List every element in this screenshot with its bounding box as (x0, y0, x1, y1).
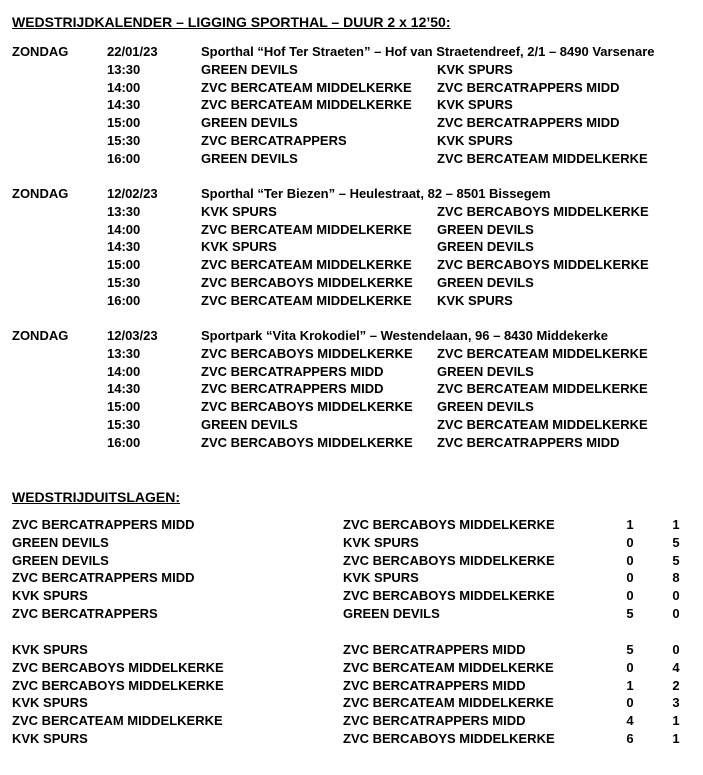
match-time: 14:30 (107, 97, 141, 113)
match-time: 15:00 (107, 399, 141, 415)
calendar-title: WEDSTRIJDKALENDER – LIGGING SPORTHAL – DUUR 2 x 12’50: (12, 14, 451, 30)
home-team: ZVC BERCATEAM MIDDELKERKE (201, 97, 412, 113)
match-date: 12/03/23 (107, 328, 158, 343)
home-team: GREEN DEVILS (201, 150, 298, 166)
result-home-team: ZVC BERCABOYS MIDDELKERKE (12, 677, 224, 693)
result-away-team: ZVC BERCABOYS MIDDELKERKE (343, 731, 555, 746)
match-time: 13:30 (107, 345, 141, 361)
match-time: 15:30 (107, 417, 141, 432)
score-home: 0 (626, 570, 634, 586)
away-team: GREEN DEVILS (437, 363, 534, 379)
venue: Sporthal “Ter Biezen” – Heulestraat, 82 – 8501 Bissegem (201, 186, 551, 201)
match-time: 15:30 (107, 275, 141, 290)
match-time: 15:00 (107, 115, 141, 131)
home-team: ZVC BERCATEAM MIDDELKERKE (201, 292, 412, 308)
result-away-team: ZVC BERCABOYS MIDDELKERKE (343, 552, 555, 568)
home-team: ZVC BERCATRAPPERS MIDD (201, 381, 384, 397)
result-away-team: GREEN DEVILS (343, 606, 440, 621)
away-team: ZVC BERCATEAM MIDDELKERKE (437, 150, 648, 166)
home-team: ZVC BERCATRAPPERS (201, 133, 347, 148)
score-home: 0 (626, 552, 634, 568)
away-team: ZVC BERCATEAM MIDDELKERKE (437, 345, 648, 361)
result-home-team: KVK SPURS (12, 731, 88, 746)
away-team: ZVC BERCATRAPPERS MIDD (437, 79, 620, 95)
home-team: ZVC BERCATEAM MIDDELKERKE (201, 257, 412, 273)
away-team: KVK SPURS (437, 97, 513, 113)
venue: Sporthal “Hof Ter Straeten” – Hof van Straetendreef, 2/1 – 8490 Varsenare (201, 44, 655, 59)
match-time: 16:00 (107, 292, 141, 308)
home-team: ZVC BERCATEAM MIDDELKERKE (201, 79, 412, 95)
result-away-team: ZVC BERCABOYS MIDDELKERKE (343, 517, 555, 532)
score-away: 1 (672, 517, 680, 532)
result-home-team: ZVC BERCATRAPPERS (12, 606, 158, 621)
away-team: KVK SPURS (437, 61, 513, 77)
match-time: 14:00 (107, 79, 141, 95)
match-time: 16:00 (107, 434, 141, 450)
result-away-team: ZVC BERCATRAPPERS MIDD (343, 642, 526, 657)
match-time: 14:30 (107, 239, 141, 255)
result-home-team: KVK SPURS (12, 695, 88, 711)
result-away-team: ZVC BERCATRAPPERS MIDD (343, 677, 526, 693)
match-day: ZONDAG (12, 186, 69, 201)
result-home-team: GREEN DEVILS (12, 534, 109, 550)
away-team: ZVC BERCABOYS MIDDELKERKE (437, 203, 649, 219)
score-away: 0 (672, 642, 680, 657)
score-away: 4 (672, 659, 680, 675)
match-time: 14:30 (107, 381, 141, 397)
score-away: 0 (672, 606, 680, 621)
home-team: ZVC BERCATEAM MIDDELKERKE (201, 221, 412, 237)
home-team: GREEN DEVILS (201, 417, 298, 432)
score-away: 3 (672, 695, 680, 711)
result-home-team: ZVC BERCATRAPPERS MIDD (12, 517, 195, 532)
result-home-team: ZVC BERCATEAM MIDDELKERKE (12, 713, 223, 729)
match-day: ZONDAG (12, 328, 69, 343)
results-title: WEDSTRIJDUITSLAGEN: (12, 489, 180, 505)
away-team: KVK SPURS (437, 292, 513, 308)
score-away: 8 (672, 570, 680, 586)
result-away-team: KVK SPURS (343, 534, 419, 550)
result-home-team: ZVC BERCATRAPPERS MIDD (12, 570, 195, 586)
score-home: 5 (626, 606, 634, 621)
home-team: KVK SPURS (201, 239, 277, 255)
match-time: 15:00 (107, 257, 141, 273)
result-home-team: KVK SPURS (12, 588, 88, 604)
result-away-team: KVK SPURS (343, 570, 419, 586)
away-team: ZVC BERCATRAPPERS MIDD (437, 434, 620, 450)
score-home: 0 (626, 695, 634, 711)
home-team: ZVC BERCABOYS MIDDELKERKE (201, 345, 413, 361)
score-home: 1 (626, 677, 634, 693)
away-team: ZVC BERCATRAPPERS MIDD (437, 115, 620, 131)
away-team: ZVC BERCABOYS MIDDELKERKE (437, 257, 649, 273)
score-away: 2 (672, 677, 680, 693)
score-away: 5 (672, 552, 680, 568)
result-away-team: ZVC BERCATEAM MIDDELKERKE (343, 695, 554, 711)
result-away-team: ZVC BERCATRAPPERS MIDD (343, 713, 526, 729)
score-away: 0 (672, 588, 680, 604)
result-away-team: ZVC BERCATEAM MIDDELKERKE (343, 659, 554, 675)
home-team: KVK SPURS (201, 203, 277, 219)
result-home-team: KVK SPURS (12, 642, 88, 657)
match-time: 15:30 (107, 133, 141, 148)
score-home: 1 (626, 517, 634, 532)
home-team: GREEN DEVILS (201, 61, 298, 77)
match-time: 13:30 (107, 61, 141, 77)
venue: Sportpark “Vita Krokodiel” – Westendelaan, 96 – 8430 Middekerke (201, 328, 609, 343)
home-team: ZVC BERCATRAPPERS MIDD (201, 363, 384, 379)
score-away: 5 (672, 534, 680, 550)
result-home-team: GREEN DEVILS (12, 552, 109, 568)
result-away-team: ZVC BERCABOYS MIDDELKERKE (343, 588, 555, 604)
away-team: GREEN DEVILS (437, 399, 534, 415)
match-date: 22/01/23 (107, 44, 158, 59)
score-away: 1 (672, 713, 680, 729)
home-team: ZVC BERCABOYS MIDDELKERKE (201, 399, 413, 415)
score-home: 0 (626, 534, 634, 550)
match-time: 14:00 (107, 363, 141, 379)
score-home: 6 (626, 731, 634, 746)
score-home: 0 (626, 659, 634, 675)
score-home: 5 (626, 642, 634, 657)
match-time: 13:30 (107, 203, 141, 219)
home-team: ZVC BERCABOYS MIDDELKERKE (201, 275, 413, 290)
score-home: 4 (626, 713, 634, 729)
away-team: GREEN DEVILS (437, 275, 534, 290)
score-home: 0 (626, 588, 634, 604)
away-team: GREEN DEVILS (437, 239, 534, 255)
match-time: 16:00 (107, 150, 141, 166)
result-home-team: ZVC BERCABOYS MIDDELKERKE (12, 659, 224, 675)
away-team: ZVC BERCATEAM MIDDELKERKE (437, 417, 648, 432)
match-time: 14:00 (107, 221, 141, 237)
away-team: KVK SPURS (437, 133, 513, 148)
away-team: ZVC BERCATEAM MIDDELKERKE (437, 381, 648, 397)
match-day: ZONDAG (12, 44, 69, 59)
away-team: GREEN DEVILS (437, 221, 534, 237)
match-date: 12/02/23 (107, 186, 158, 201)
score-away: 1 (672, 731, 680, 746)
home-team: GREEN DEVILS (201, 115, 298, 131)
home-team: ZVC BERCABOYS MIDDELKERKE (201, 434, 413, 450)
